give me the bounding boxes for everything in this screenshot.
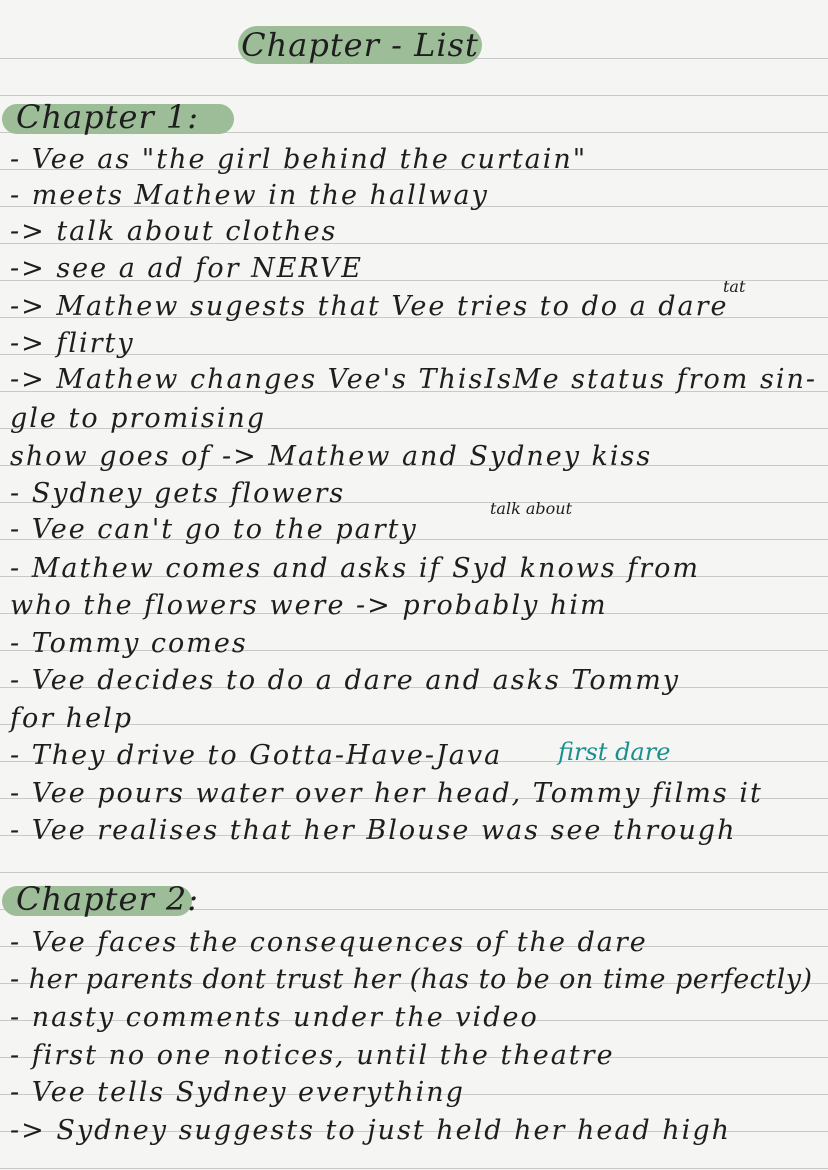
chapter-1-highlight (2, 98, 234, 136)
chapter-1-line-11: - Vee can't go to the party (10, 514, 418, 545)
chapter-2-highlight (2, 880, 200, 918)
annotation-tat: tat (723, 277, 746, 296)
chapter-1-line-13: who the flowers were -> probably him (10, 590, 608, 621)
chapter-1-line-8: gle to promising (10, 403, 267, 434)
chapter-1-line-14: - Tommy comes (10, 628, 248, 659)
chapter-1-line-18: - Vee pours water over her head, Tommy films it (10, 778, 763, 809)
chapter-1-line-2: - meets Mathew in the hallway (10, 180, 489, 211)
chapter-1-heading: Chapter 1: (16, 98, 200, 136)
chapter-1-line-15: - Vee decides to do a dare and asks Tommy (10, 665, 681, 696)
chapter-2-line-5: - Vee tells Sydney everything (10, 1077, 465, 1108)
title-highlight (238, 26, 482, 64)
chapter-2-line-6: -> Sydney suggests to just held her head high (10, 1115, 731, 1146)
chapter-1-line-19: - Vee realises that her Blouse was see through (10, 815, 737, 846)
chapter-2-line-2: - her parents dont trust her (has to be on time perfectly) (10, 964, 813, 995)
chapter-1-line-3: -> talk about clothes (10, 216, 338, 247)
chapter-1-line-12: - Mathew comes and asks if Syd knows from (10, 553, 701, 584)
chapter-2-heading: Chapter 2: (16, 880, 200, 918)
chapter-1-line-5: -> Mathew sugests that Vee tries to do a dare (10, 291, 729, 322)
chapter-1-line-7: -> Mathew changes Vee's ThisIsMe status from sin- (10, 364, 817, 395)
chapter-1-line-17: - They drive to Gotta-Have-Java (10, 740, 503, 771)
chapter-2-line-3: - nasty comments under the video (10, 1002, 539, 1033)
chapter-1-line-9: show goes of -> Mathew and Sydney kiss (10, 441, 653, 472)
chapter-1-line-6: -> flirty (10, 328, 135, 359)
chapter-1-line-16: for help (10, 703, 134, 734)
annotation-first-dare: first dare (558, 738, 671, 766)
annotation-talk-about: talk about (490, 499, 573, 518)
chapter-2-line-1: - Vee faces the consequences of the dare (10, 927, 648, 958)
chapter-2-line-4: - first no one notices, until the theatre (10, 1040, 615, 1071)
page-title: Chapter - List (241, 26, 479, 64)
chapter-1-line-10: - Sydney gets flowers (10, 478, 346, 509)
chapter-1-line-1: - Vee as "the girl behind the curtain" (10, 144, 588, 175)
chapter-1-line-4: -> see a ad for NERVE (10, 253, 364, 284)
